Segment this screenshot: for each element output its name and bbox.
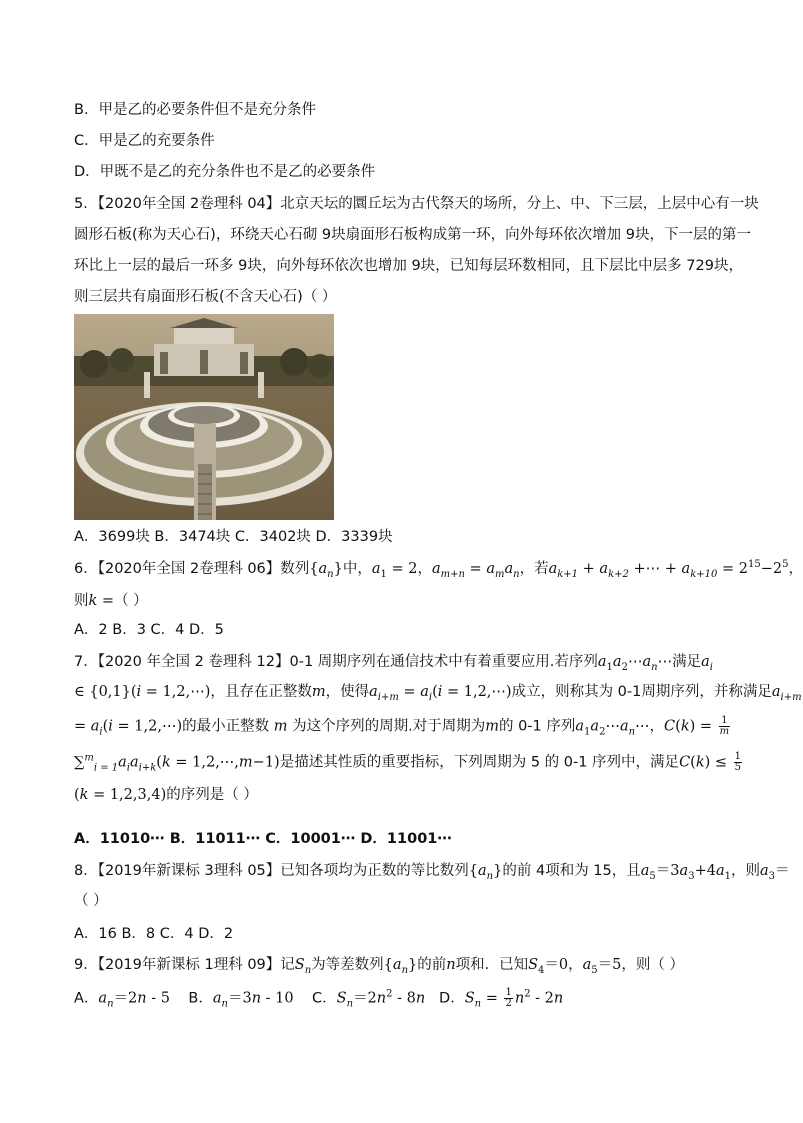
q8-line-1: 8．【2019年新课标 3理科 05】已知各项均为正数的等比数列$\{a_n\}$的前 4项和为 15，且$a_5=3a_3+4a_1$，则$a_3=$ [74, 863, 790, 882]
q6-prefix: 6．【2020年全国 2卷理科 06】数列 [74, 561, 310, 577]
q6-text: ， [788, 561, 803, 577]
q5-line-4: 则三层共有扇面形石板(不含天心石)（ ） [74, 289, 337, 305]
q4-option-d: D．甲既不是乙的充分条件也不是乙的必要条件 [74, 164, 376, 180]
q7-text: 是描述其性质的重要指标，下列周期为 5 的 0-1 序列中，满足 [279, 754, 680, 771]
q7-line-2: ∈ {0,1}(i = 1,2,⋯)，且存在正整数m，使得$a_{i+m} = a_i(i$ = 1,2,⋯)成立，则称其为 0-1周期序列，并称满足$a_{i+m}$ [74, 684, 802, 703]
q6-text: ， [417, 561, 432, 577]
q9-text: 9．【2019年新课标 1理科 09】记 [74, 957, 295, 973]
q5-line-3: 环比上一层的最后一环多 9块，向外每环依次也增加 9块，已知每层环数相同，且下层比中层多 729块， [74, 258, 743, 274]
q9-option-c-label: C． [312, 990, 337, 1007]
q7-line-1: 7．【2020 年全国 2 卷理科 12】0-1 周期序列在通信技术中有着重要应用.若序列$a_1a_2\cdots a_n\cdots$满足$a_i$ [74, 654, 713, 673]
temple-of-heaven-photo [74, 314, 334, 520]
q9-text: 项和．已知 [455, 957, 529, 973]
q9-line-1: 9．【2019年新课标 1理科 09】记$S_n$为等差数列$\{a_n\}$的前n项和．已知$S_4=0$，$a_5=5$，则（ ） [74, 957, 685, 976]
q7-line-3: = $a_i(i$ = 1,2,⋯)的最小正整数 m 为这个序列的周期.对于周期为m的 0-1 序列$a_1a_2\cdots a_n\cdots$，C(k) = $\frac{1}{m}$ [74, 715, 730, 738]
q6-line-1: 6．【2020年全国 2卷理科 06】数列$\{a_n\}$中，$a_1 = 2$，$a_{m+n} = a_ma_n$，若$a_{k+1} + a_{k+2}$ +⋯ + $a_{k+10} = 2^{15}-2^5$， [74, 559, 803, 580]
q9-options: A．$a_n=2n - 5$ B．$a_n=3n - 10$ C．$S_n=2n^2 - 8n$ D．$S_n$ = $\frac{1}{2}$ $n^2 - 2n$ [74, 987, 564, 1010]
q5-options: A．3699块 B．3474块 C．3402块 D．3339块 [74, 529, 393, 545]
q8-options: A．16 B．8 C．4 D．2 [74, 926, 234, 942]
q9-text: 为等差数列 [311, 957, 384, 973]
q8-text: 8．【2019年新课标 3理科 05】已知各项均为正数的等比数列 [74, 863, 469, 879]
q9-option-d-label: D． [439, 990, 465, 1007]
q6-line-2: 则k =（ ） [74, 593, 148, 609]
q9-option-a-label: A． [74, 990, 99, 1007]
q7-text: ，使得 [325, 684, 370, 700]
q8-line-2: （ ） [74, 893, 108, 909]
q7-text: 的序列是（ ） [166, 787, 258, 803]
q7-text: 的 0-1 序列 [498, 718, 576, 735]
q7-text: 7．【2020 年全国 2 卷理科 12】0-1 周期序列在通信技术中有着重要应用.若序列 [74, 654, 598, 670]
q7-text: 为这个序列的周期.对于周期为 [292, 718, 486, 735]
q5-line-1: 5．【2020年全国 2卷理科 04】北京天坛的圜丘坛为古代祭天的场所，分上、中、下三层，上层中心有一块 [74, 196, 759, 212]
q5-line-2: 圆形石板(称为天心石)，环绕天心石砌 9块扇面形石板构成第一环，向外每环依次增加 9块，下一层的第一 [74, 227, 751, 243]
q6-text: ，若 [519, 561, 549, 577]
q8-text: ，则 [730, 863, 760, 879]
q9-text: 的前 [417, 957, 447, 973]
q6-text: 则 [74, 593, 89, 609]
q7-text: 满足 [672, 654, 702, 670]
q6-options: A．2 B．3 C．4 D．5 [74, 622, 224, 638]
q9-text: ，则（ ） [621, 957, 685, 973]
q7-text: 的最小正整数 [182, 718, 270, 735]
q7-line-4: $\sum^m_{i = 1}a_ia_{i+k}(k$ = 1,2,⋯,m−1)是描述其性质的重要指标，下列周期为 5 的 0-1 序列中，满足C(k) ≤ $\frac{1}{5}$ [74, 751, 742, 774]
q7-text: ，且存在正整数 [210, 684, 312, 700]
q9-option-b-label: B． [188, 990, 213, 1007]
q6-text: 中， [342, 561, 372, 577]
q7-text: 成立，则称其为 0-1周期序列，并称满足 [511, 684, 772, 700]
q4-option-b: B．甲是乙的必要条件但不是充分条件 [74, 102, 316, 118]
q8-text: 的前 4项和为 15，且 [502, 863, 641, 879]
q7-options: A．11010⋯ B．11011⋯ C．10001⋯ D．11001⋯ [74, 831, 452, 847]
q7-line-5: (k = 1,2,3,4)的序列是（ ） [74, 787, 258, 803]
q4-option-c: C．甲是乙的充要条件 [74, 133, 215, 149]
